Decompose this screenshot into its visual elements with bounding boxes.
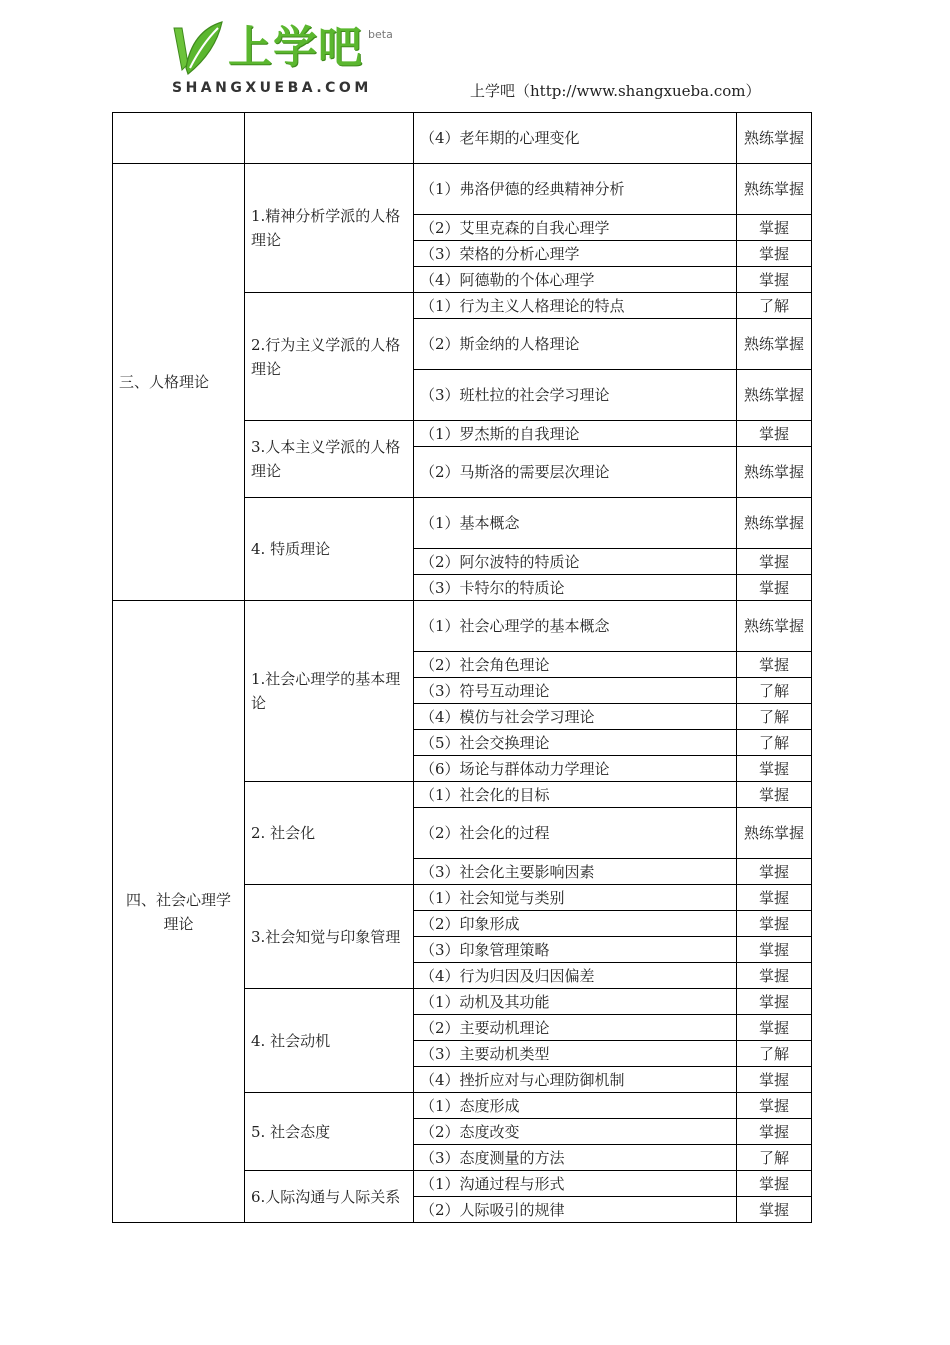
requirement-level-cell: 熟练掌握 (737, 370, 812, 421)
topic-cell (245, 113, 414, 164)
requirement-level-cell: 掌握 (737, 215, 812, 241)
item-text-cell: （2）马斯洛的需要层次理论 (414, 447, 737, 498)
requirement-level-cell: 熟练掌握 (737, 319, 812, 370)
item-text-cell: （2）社会化的过程 (414, 808, 737, 859)
item-text-cell: （2）阿尔波特的特质论 (414, 549, 737, 575)
requirement-level-cell: 掌握 (737, 1197, 812, 1223)
requirement-level-cell: 了解 (737, 704, 812, 730)
requirement-level-cell: 掌握 (737, 782, 812, 808)
logo-text-cn: 上学吧 (228, 22, 363, 73)
requirement-level-cell: 熟练掌握 (737, 113, 812, 164)
requirement-level-cell: 了解 (737, 293, 812, 319)
item-text-cell: （1）动机及其功能 (414, 989, 737, 1015)
item-text-cell: （2）人际吸引的规律 (414, 1197, 737, 1223)
requirement-level-cell: 掌握 (737, 652, 812, 678)
item-text-cell: （1）社会心理学的基本概念 (414, 601, 737, 652)
item-text-cell: （4）老年期的心理变化 (414, 113, 737, 164)
requirement-level-cell: 了解 (737, 730, 812, 756)
item-text-cell: （3）卡特尔的特质论 (414, 575, 737, 601)
requirement-level-cell: 掌握 (737, 421, 812, 447)
item-text-cell: （3）社会化主要影响因素 (414, 859, 737, 885)
item-text-cell: （1）社会知觉与类别 (414, 885, 737, 911)
item-text-cell: （2）艾里克森的自我心理学 (414, 215, 737, 241)
page-header (0, 0, 950, 112)
requirement-level-cell: 熟练掌握 (737, 808, 812, 859)
item-text-cell: （2）态度改变 (414, 1119, 737, 1145)
requirement-level-cell: 熟练掌握 (737, 447, 812, 498)
topic-cell: 5. 社会态度 (245, 1093, 414, 1171)
requirement-level-cell: 掌握 (737, 885, 812, 911)
item-text-cell: （6）场论与群体动力学理论 (414, 756, 737, 782)
site-url[interactable]: 上学吧（http://www.shangxueba.com） (470, 82, 761, 100)
topic-cell: 2. 社会化 (245, 782, 414, 885)
site-logo[interactable] (168, 18, 408, 100)
requirement-level-cell: 了解 (737, 678, 812, 704)
section-title (113, 113, 245, 164)
requirement-level-cell: 掌握 (737, 241, 812, 267)
requirement-level-cell: 了解 (737, 1145, 812, 1171)
requirement-level-cell: 掌握 (737, 1015, 812, 1041)
logo-text-en: SHANGXUEBA.COM (172, 80, 372, 96)
item-text-cell: （2）印象形成 (414, 911, 737, 937)
requirement-level-cell: 掌握 (737, 1067, 812, 1093)
requirement-level-cell: 了解 (737, 1041, 812, 1067)
section-title: 四、社会心理学理论 (113, 601, 245, 1223)
requirement-level-cell: 掌握 (737, 1171, 812, 1197)
requirement-level-cell: 掌握 (737, 989, 812, 1015)
requirement-level-cell: 掌握 (737, 1093, 812, 1119)
item-text-cell: （1）罗杰斯的自我理论 (414, 421, 737, 447)
item-text-cell: （2）社会角色理论 (414, 652, 737, 678)
section-title: 三、人格理论 (113, 164, 245, 601)
item-text-cell: （2）主要动机理论 (414, 1015, 737, 1041)
requirement-level-cell: 熟练掌握 (737, 601, 812, 652)
topic-cell: 4. 特质理论 (245, 498, 414, 601)
requirement-level-cell: 掌握 (737, 859, 812, 885)
leaf-logo-icon (168, 18, 226, 80)
item-text-cell: （3）班杜拉的社会学习理论 (414, 370, 737, 421)
item-text-cell: （1）基本概念 (414, 498, 737, 549)
item-text-cell: （1）弗洛伊德的经典精神分析 (414, 164, 737, 215)
item-text-cell: （4）挫折应对与心理防御机制 (414, 1067, 737, 1093)
requirement-level-cell: 掌握 (737, 267, 812, 293)
item-text-cell: （4）模仿与社会学习理论 (414, 704, 737, 730)
syllabus-table (112, 112, 812, 1223)
topic-cell: 1.精神分析学派的人格理论 (245, 164, 414, 293)
requirement-level-cell: 掌握 (737, 937, 812, 963)
requirement-level-cell: 掌握 (737, 963, 812, 989)
item-text-cell: （1）态度形成 (414, 1093, 737, 1119)
item-text-cell: （1）沟通过程与形式 (414, 1171, 737, 1197)
table-row (113, 113, 812, 164)
topic-cell: 4. 社会动机 (245, 989, 414, 1093)
topic-cell: 2.行为主义学派的人格理论 (245, 293, 414, 421)
requirement-level-cell: 掌握 (737, 756, 812, 782)
item-text-cell: （2）斯金纳的人格理论 (414, 319, 737, 370)
requirement-level-cell: 掌握 (737, 549, 812, 575)
item-text-cell: （3）主要动机类型 (414, 1041, 737, 1067)
requirement-level-cell: 掌握 (737, 1119, 812, 1145)
topic-cell: 6.人际沟通与人际关系 (245, 1171, 414, 1223)
requirement-level-cell: 熟练掌握 (737, 498, 812, 549)
item-text-cell: （3）荣格的分析心理学 (414, 241, 737, 267)
item-text-cell: （5）社会交换理论 (414, 730, 737, 756)
item-text-cell: （3）印象管理策略 (414, 937, 737, 963)
item-text-cell: （3）态度测量的方法 (414, 1145, 737, 1171)
item-text-cell: （3）符号互动理论 (414, 678, 737, 704)
topic-cell: 3.人本主义学派的人格理论 (245, 421, 414, 498)
requirement-level-cell: 掌握 (737, 575, 812, 601)
topic-cell: 1.社会心理学的基本理论 (245, 601, 414, 782)
requirement-level-cell: 掌握 (737, 911, 812, 937)
requirement-level-cell: 熟练掌握 (737, 164, 812, 215)
table-row (113, 601, 812, 652)
item-text-cell: （4）行为归因及归因偏差 (414, 963, 737, 989)
topic-cell: 3.社会知觉与印象管理 (245, 885, 414, 989)
item-text-cell: （1）社会化的目标 (414, 782, 737, 808)
syllabus-table-body (113, 113, 812, 1223)
logo-beta-badge: beta (368, 28, 393, 41)
item-text-cell: （4）阿德勒的个体心理学 (414, 267, 737, 293)
table-row (113, 164, 812, 215)
item-text-cell: （1）行为主义人格理论的特点 (414, 293, 737, 319)
